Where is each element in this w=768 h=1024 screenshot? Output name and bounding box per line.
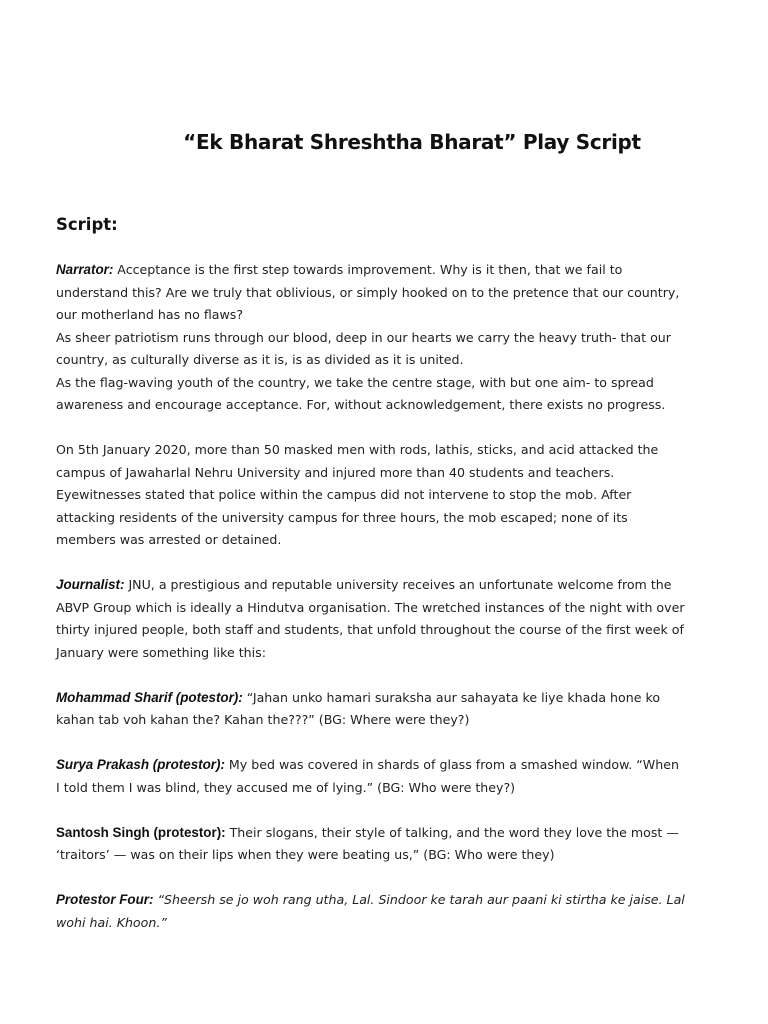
- dialogue-block: [56, 889, 686, 934]
- paragraph: As the flag-waving youth of the country, we take the centre stage, with but one aim- to spread awareness and encourage acceptance. For, without acknowledgement, there exists no progress.: [56, 374, 666, 412]
- journalist-block: [56, 574, 686, 664]
- event-paragraph: On 5th January 2020, more than 50 masked men with rods, lathis, sticks, and acid attacked the campus of Jawaharlal Nehru University and injured more than 40 students and teachers. Eyewitnesses stated that police within the campus did not intervene to stop the mob. After attacking residents of the university campus for three hours, the mob escaped; none of its members was arrested or detained.: [56, 442, 659, 547]
- dialogue-text: JNU, a prestigious and reputable university receives an unfortunate welcome from the ABVP Group which is ideally a Hindutva organisation. The wretched instances of the night with over thirty injured people, both staff and students, that unfold throughout the course of the first week of January were something like this:: [56, 577, 685, 660]
- paragraph: As sheer patriotism runs through our blood, deep in our hearts we carry the heavy truth- that our country, as culturally diverse as it is, is as divided as it is united.: [56, 329, 671, 367]
- dialogue-text: Their slogans, their style of talking, and the word they love the most — ‘traitors’ — was on their lips when they were beating us,” (BG: Who were they): [56, 824, 679, 862]
- dialogue-block: [56, 687, 686, 732]
- speaker-label: Journalist:: [56, 577, 125, 592]
- speaker-label: Mohammad Sharif (potestor):: [56, 689, 243, 705]
- dialogue-text: My bed was covered in shards of glass from a smashed window. “When I told them I was blind, they accused me of lying.” (BG: Who were they?): [56, 757, 679, 795]
- speaker-label: Santosh Singh (protestor):: [56, 824, 226, 840]
- speaker-label: Surya Prakash (protestor):: [56, 757, 225, 772]
- dialogue-block: [56, 822, 686, 867]
- dialogue-text: “Jahan unko hamari suraksha aur sahayata ke liye khada hone ko kahan tab voh kahan the? Kahan the???” (BG: Where were they?): [56, 689, 661, 727]
- narrator-block: [56, 259, 686, 417]
- paragraph: [56, 259, 686, 327]
- speaker-label: Narrator:: [56, 262, 114, 277]
- speaker-label: Protestor Four:: [56, 892, 154, 907]
- dialogue-text: Acceptance is the first step towards improvement. Why is it then, that we fail to understand this? Are we truly that oblivious, or simply hooked on to the pretence that our country, our motherland has no flaws?: [56, 262, 680, 322]
- page-title: “Ek Bharat Shreshtha Bharat” Play Script: [183, 130, 641, 154]
- section-heading: Script:: [56, 215, 118, 234]
- script-body: [56, 259, 686, 934]
- dialogue-text: “Sheersh se jo woh rang utha, Lal. Sindoor ke tarah aur paani ki stirtha ke jaise. Lal wohi hai. Khoon.”: [56, 892, 685, 930]
- dialogue-block: [56, 754, 686, 799]
